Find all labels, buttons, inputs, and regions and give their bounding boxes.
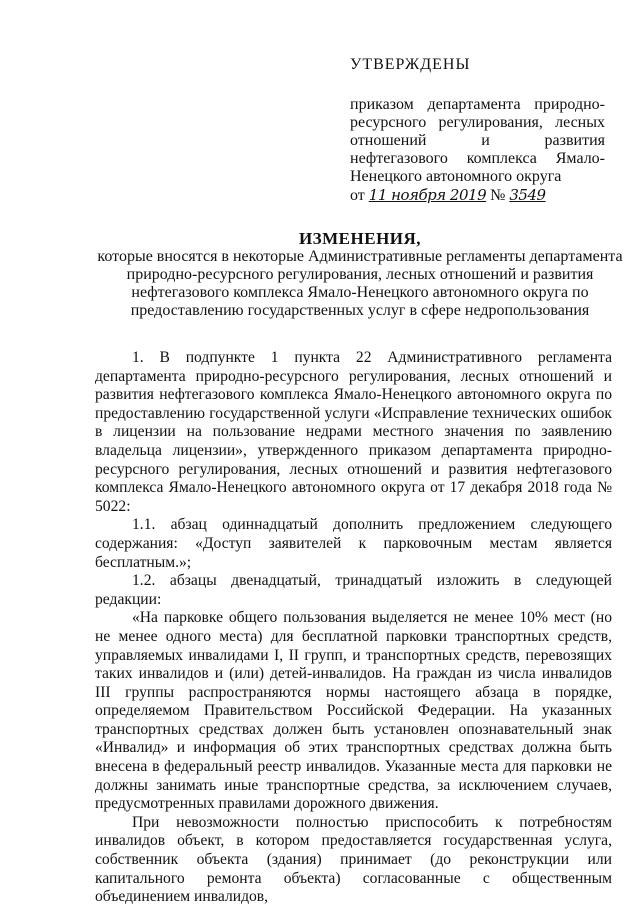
approval-title: УТВЕРЖДЕНЫ — [350, 56, 471, 73]
paragraph-quote-parking: «На парковке общего пользования выделяется не менее 10% мест (но не менее одного места) для бесплатной парковки транспортных средств, управляемых инвалидами I, II групп, и транспортных средств, перевозящих таких инвалидов и (или) детей-инвалидов. На граждан из числа инвалидов III группы распространяются нормы настоящего абзаца в порядке, определяемом Правительством Российской Федерации. На указанных транспортных средствах должен быть установлен опознавательный знак «Инвалид» и информация об этих транспортных средствах должна быть внесена в федеральный реестр инвалидов. Указанные места для парковки не должны занимать иные транспортные средства, за исключением случаев, предусмотренных правилами дорожного движения. — [95, 609, 612, 813]
approval-from-label: от — [350, 187, 365, 204]
handwritten-number: 3549 — [509, 186, 546, 204]
document-body — [95, 349, 612, 907]
paragraph-1-1: 1.1. абзац одиннадцатый дополнить предложением следующего содержания: «Доступ заявителей к парковочным местам является бесплатным.»; — [95, 516, 612, 571]
approval-number-label: № — [490, 187, 506, 204]
document-title: ИЗМЕНЕНИЯ, — [298, 229, 422, 248]
handwritten-date: 11 ноября 2019 — [368, 186, 487, 204]
approval-order-text: приказом департамента природно-ресурсного регулирования, лесных отношений и развития нефтегазового комплекса Ямало-Ненецкого автономного округа — [350, 96, 605, 185]
paragraph-accessibility: При невозможности полностью приспособить к потребностям инвалидов объект, в котором предоставляется государственная услуга, собственник объекта (здания) принимает (до реконструкции или капитального ремонта объекта) согласованные с общественным объединением инвалидов, — [95, 813, 612, 906]
approval-block — [350, 56, 605, 205]
approval-date-line — [350, 186, 605, 205]
paragraph-1: 1. В подпункте 1 пункта 22 Административного регламента департамента природно-ресурсного регулирования, лесных отношений и развития нефтегазового комплекса Ямало-Ненецкого автономного округа по предоставлению государственной услуги «Исправление технических ошибок в лицензии на пользование недрами местного значения по заявлению владельца лицензии», утвержденного приказом департамента природно-ресурсного регулирования, лесных отношений и развития нефтегазового комплекса Ямало-Ненецкого автономного округа от 17 декабря 2018 года № 5022: — [95, 349, 612, 515]
paragraph-1-2: 1.2. абзацы двенадцатый, тринадцатый изложить в следующей редакции: — [95, 572, 612, 608]
document-subtitle: которые вносятся в некоторые Административные регламенты департамента природно-ресурсного регулирования, лесных отношений и развития нефтегазового комплекса Ямало-Ненецкого автономного округа по предоставлению государственных услуг в сфере недропользования — [97, 248, 623, 319]
